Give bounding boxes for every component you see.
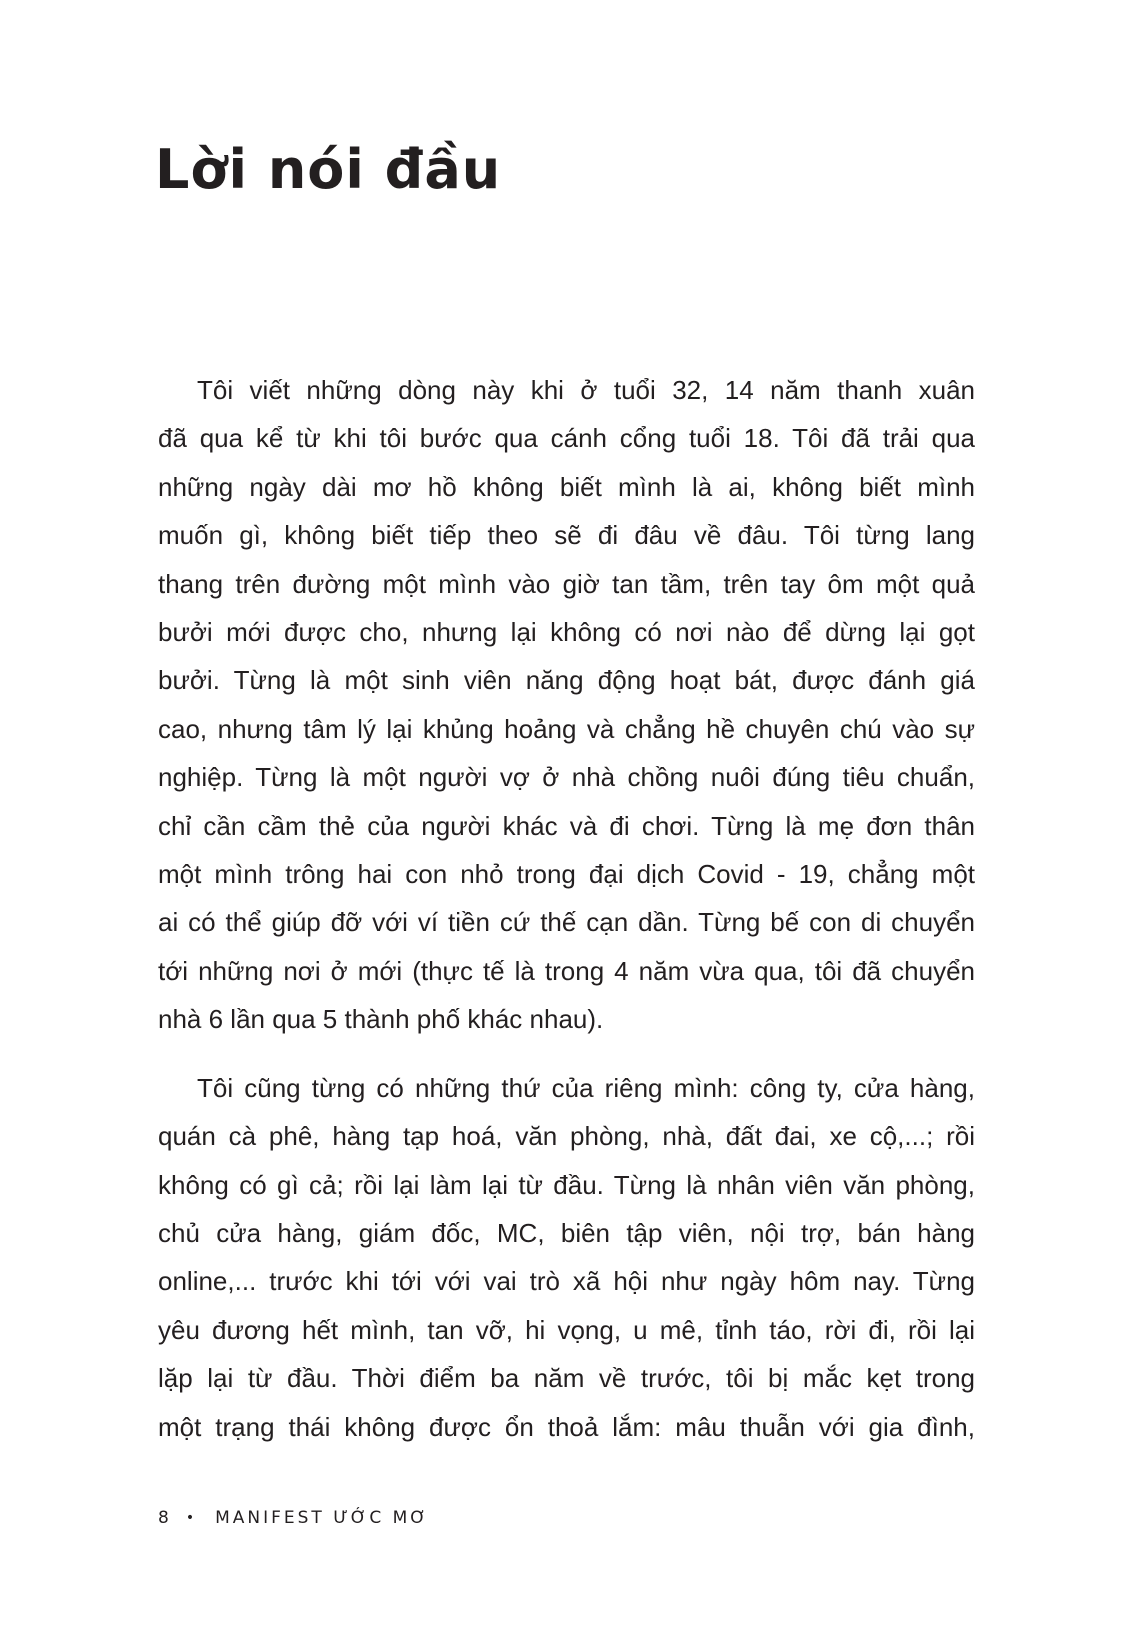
text-line: cao, nhưng tâm lý lại khủng hoảng và chẳng hề chuyên chú vào sự	[158, 713, 975, 744]
text-line: muốn gì, không biết tiếp theo sẽ đi đâu về đâu. Tôi từng lang	[158, 520, 975, 551]
text-line: một trạng thái không được ổn thoả lắm: mâu thuẫn với gia đình,	[158, 1411, 975, 1442]
text-line: bưởi mới được cho, nhưng lại không có nơi nào để dừng lại gọt	[158, 617, 975, 648]
text-line: online,... trước khi tới với vai trò xã hội như ngày hôm nay. Từng	[158, 1266, 975, 1297]
text-line: lặp lại từ đầu. Thời điểm ba năm về trước, tôi bị mắc kẹt trong	[158, 1363, 975, 1394]
bullet-separator-icon: •	[185, 1510, 198, 1526]
text-line: đã qua kể từ khi tôi bước qua cánh cổng tuổi 18. Tôi đã trải qua	[158, 423, 975, 454]
running-book-title: MANIFEST ƯỚC MƠ	[215, 1508, 429, 1528]
text-line: một mình trông hai con nhỏ trong đại dịch Covid - 19, chẳng một	[158, 859, 975, 890]
text-line: ai có thể giúp đỡ với ví tiền cứ thế cạn dần. Từng bế con di chuyển	[158, 907, 975, 938]
text-line: yêu đương hết mình, tan vỡ, hi vọng, u mê, tỉnh táo, rời đi, rồi lại	[158, 1314, 975, 1345]
text-line: chủ cửa hàng, giám đốc, MC, biên tập viên, nội trợ, bán hàng	[158, 1217, 975, 1248]
text-line: chỉ cần cầm thẻ của người khác và đi chơi. Từng là mẹ đơn thân	[158, 810, 975, 841]
body-text	[158, 366, 975, 1471]
text-line: nghiệp. Từng là một người vợ ở nhà chồng nuôi đúng tiêu chuẩn,	[158, 762, 975, 793]
text-line: không có gì cả; rồi lại làm lại từ đầu. Từng là nhân viên văn phòng,	[158, 1169, 975, 1200]
page-number: 8	[158, 1508, 172, 1528]
page-footer	[158, 1508, 429, 1528]
text-line: thang trên đường một mình vào giờ tan tầm, trên tay ôm một quả	[158, 568, 975, 599]
paragraph-1	[158, 366, 975, 1044]
text-line: quán cà phê, hàng tạp hoá, văn phòng, nhà, đất đai, xe cộ,...; rồi	[158, 1121, 975, 1152]
text-line: Tôi cũng từng có những thứ của riêng mình: công ty, cửa hàng,	[197, 1072, 975, 1103]
paragraph-2	[158, 1064, 975, 1451]
text-line: những ngày dài mơ hồ không biết mình là ai, không biết mình	[158, 471, 975, 502]
text-line: Tôi viết những dòng này khi ở tuổi 32, 14 năm thanh xuân	[197, 375, 975, 405]
text-line: bưởi. Từng là một sinh viên năng động hoạt bát, được đánh giá	[158, 665, 975, 696]
page-title: Lời nói đầu	[155, 138, 502, 201]
text-line: nhà 6 lần qua 5 thành phố khác nhau).	[158, 1004, 604, 1035]
text-line: tới những nơi ở mới (thực tế là trong 4 năm vừa qua, tôi đã chuyển	[158, 955, 975, 986]
